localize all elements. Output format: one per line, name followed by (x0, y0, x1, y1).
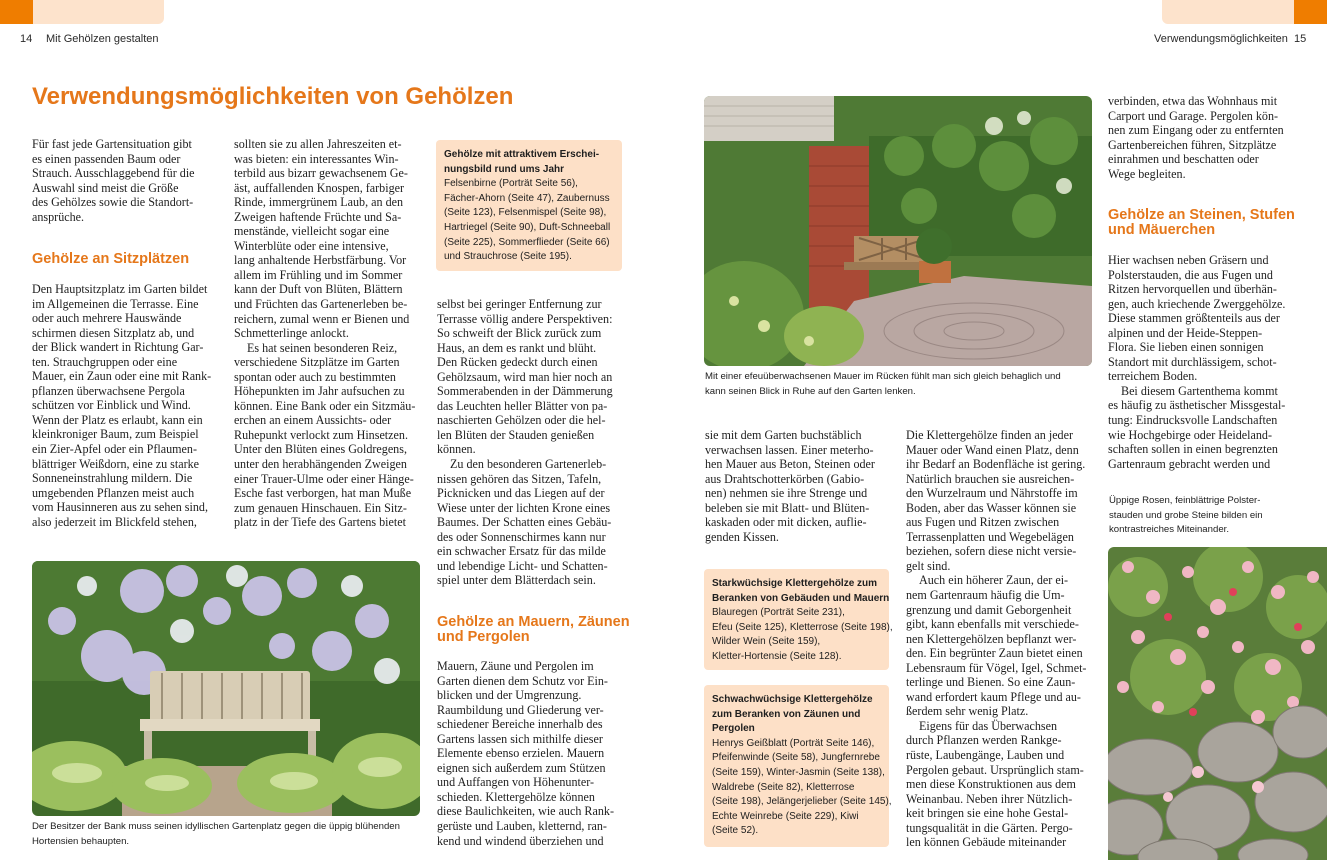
text-line: spontan oder auch zu bestimmten (234, 369, 396, 384)
text-line: genden Kissen. (705, 529, 779, 544)
page-title: Verwendungsmöglichkeiten von Gehölzen (32, 83, 514, 110)
text-line: den. Ein begrünter Zaun bietet einen (906, 646, 1083, 661)
text-line: ßerdem sehr wenig Platz. (906, 704, 1029, 719)
left-header-band (33, 0, 164, 24)
text-line: nen) nehmen sie ihre Strenge und (705, 486, 868, 501)
photo-ivy-wall-garden (704, 96, 1092, 366)
caption-line: stauden und grobe Steine bilden ein (1109, 509, 1263, 521)
text-line: können. Eine Bank oder ein Sitzmäu- (234, 398, 416, 413)
heading-line: und Pergolen (437, 629, 530, 645)
text-line: Zu den besonderen Gartenerleb- (450, 457, 607, 472)
text-line: Gartens lassen sich mithilfe dieser (437, 731, 603, 746)
box-title-line: Gehölze mit attraktivem Erschei- (444, 149, 600, 160)
text-line: Elemente ebenso erzielen. Mauern (437, 746, 605, 761)
text-line: einer Trauer-Ulme oder einer Hänge- (234, 471, 414, 486)
text-line: diese Baulichkeiten, wie auch Rank- (437, 804, 614, 819)
text-line: alpinen und der Heide-Steppen- (1108, 325, 1263, 340)
text-line: und lebendige Licht- und Schatten- (437, 558, 608, 573)
text-line: Esche fast verborgen, hat man Muße (234, 486, 412, 501)
text-line: gelt sind. (906, 558, 951, 573)
box-line: (Seite 225), Sommerflieder (Seite 66) (444, 236, 610, 248)
text-line: schiedener Bereiche innerhalb des (437, 717, 603, 732)
box-title-line: Schwachwüchsige Klettergehölze (712, 694, 873, 705)
text-line: verschiedene Sitzplätze im Garten (234, 355, 400, 370)
text-line: ein schwacher Ersatz für das milde (437, 544, 606, 559)
text-line: allem im Frühling und im Sommer (234, 267, 403, 282)
text-line: im Allgemeinen die Terrasse. Eine (32, 296, 199, 311)
text-line: naschierten Gehölzen oder die hel- (437, 413, 606, 428)
caption-ivy-wall (705, 370, 1061, 399)
text-line: schützen vor Einblick und Wind. (32, 398, 191, 413)
text-line: nen Klettergehölzen bepflanzt wer- (906, 631, 1077, 646)
box-title-line: Starkwüchsige Klettergehölze zum (712, 578, 878, 589)
box-line: (Seite 52). (712, 825, 759, 837)
text-line: äst, auffallenden Knospen, farbiger (234, 180, 405, 195)
text-line: Picknicken und das Liegen auf der (437, 486, 605, 501)
text-line: nen zum Eingang oder zu entfernten (1108, 123, 1284, 138)
info-box-weak-climbers (704, 685, 892, 847)
text-line: Zweigen haftende Früchte und Sa- (234, 209, 402, 224)
text-line: reichern, zumal wenn er Bienen und (234, 311, 410, 326)
text-line: Wenn der Platz es erlaubt, kann ein (32, 412, 203, 427)
text-line: keit bringen sie eine hohe Gestal- (906, 806, 1069, 821)
text-line: hen Mauer aus Beton, Steinen oder (705, 457, 875, 472)
text-line: terbild aus bizarr gewachsenem Ge- (234, 166, 408, 181)
text-line: Gehölzsaum, wird man hier noch an (437, 369, 613, 384)
text-line: zum genauen Hinschauen. Ein Sitz- (234, 500, 407, 515)
text-line: tung: Eindrucksvolle Landschaften (1108, 413, 1278, 428)
text-line: Winterblüte oder eine intensive, (234, 238, 389, 253)
text-line: Lebensraum für Vögel, Igel, Schmet- (906, 660, 1087, 675)
text-line: terreichem Boden. (1108, 369, 1198, 384)
text-line: gerüste und Lauben, kletternd, ran- (437, 819, 607, 834)
text-line: und Auffangen von Höhenunter- (437, 775, 595, 790)
text-line: schieden. Klettergehölze können (437, 789, 595, 804)
text-line: Rinde, immergrünem Laub, an den (234, 195, 404, 210)
text-line: können. (437, 442, 476, 457)
caption-line: Mit einer efeuüberwachsenen Mauer im Rücken fühlt man sich gleich behaglich und (705, 371, 1061, 382)
text-line: gibt, kann ebenfalls mit verschiede- (906, 617, 1079, 632)
box-line: Wilder Wein (Seite 159), (712, 636, 821, 648)
text-line: Pergolen gebaut. Ursprünglich stam- (906, 762, 1084, 777)
text-line: aus Fugen und Ritzen zwischen (906, 515, 1060, 530)
right-page-number: 15 (1294, 33, 1307, 45)
box-line: und Strauchrose (Seite 195). (444, 251, 572, 263)
text-line: Für fast jede Gartensituation gibt (32, 137, 192, 151)
text-line: platz in der Tiefe des Gartens bietet (234, 515, 406, 530)
text-line: Carport und Garage. Pergolen kön- (1108, 108, 1279, 123)
box-line: (Seite 159), Winter-Jasmin (Seite 138), (712, 766, 885, 778)
text-line: Weinanbau. Neben ihrer Nützlich- (906, 791, 1073, 806)
text-line: der Blick wandert in Richtung Gar- (32, 340, 204, 355)
text-line: Wege begleiten. (1108, 166, 1186, 181)
text-line: den Wurzelraum und Nährstoffe im (906, 486, 1078, 501)
info-box-strong-climbers (704, 569, 893, 670)
text-line: kann der Duft von Blüten, Blättern (234, 282, 403, 297)
text-line: einrahmen und beschatten oder (1108, 152, 1259, 167)
text-line: len Blüten der Stauden genießen (437, 427, 595, 442)
text-line: Gartenbereichen führen, Sitzplätze (1108, 137, 1277, 152)
text-line: es häufig zu ästhetischer Missgestal- (1108, 398, 1286, 413)
caption-bench (32, 820, 400, 849)
column-1-intro (32, 137, 195, 224)
box-title-line: Beranken von Gebäuden und Mauern (712, 592, 890, 604)
text-line: ten. Strauchgruppen oder eine (32, 354, 178, 369)
text-line: len können Gebäude miteinander (906, 835, 1067, 850)
text-line: nem Gartenraum häufig die Um- (906, 588, 1065, 603)
text-line: kleinkroniger Baum, zum Beispiel (32, 427, 199, 442)
box-line: Kletter-Hortensie (Seite 128). (712, 650, 842, 662)
text-line: schirmen diesen Sitzplatz ab, und (32, 325, 195, 340)
text-line: rüste, Laubengänge, Lauben und (906, 748, 1065, 763)
caption-roses (1109, 494, 1263, 538)
text-line: Den Rücken gedeckt durch einen (437, 355, 598, 370)
text-line: nissen gehören das Sitzen, Tafeln, (437, 471, 602, 486)
text-line: ihr Bedarf an Bodenfläche ist gering. (906, 457, 1086, 472)
box-line: Efeu (Seite 125), Kletterrose (Seite 198), (712, 621, 893, 633)
column-3-continued (437, 659, 614, 848)
text-line: kend und windend überziehen und (437, 833, 604, 848)
text-line: aus Drahtschotterkörben (Gabio- (705, 471, 865, 486)
box-line: (Seite 123), Felsenmispel (Seite 98), (444, 207, 607, 219)
text-line: Standort mit durchlässigem, schot- (1108, 354, 1277, 369)
text-line: terlinge und Bienen. So eine Zaun- (906, 675, 1076, 690)
heading-sitzplaetze: Gehölze an Sitzplätzen (32, 251, 190, 267)
text-line: Unter den Blüten eines Goldregens, (234, 442, 407, 457)
heading-line: Gehölze an Steinen, Stufen (1108, 207, 1295, 223)
text-line: So schweift der Blick zurück zum (437, 326, 602, 341)
text-line: des Gehölzes sowie die Standort- (32, 195, 194, 210)
text-line: Strauch. Ausschlaggebend für die (32, 166, 195, 181)
text-line: Terrasse völlig andere Perspektiven: (437, 311, 613, 326)
text-line: menstände, vielleicht sogar eine (234, 224, 390, 239)
text-line: beleben sie mit Blatt- und Blüten- (705, 500, 870, 515)
text-line: Es hat seinen besonderen Reiz, (247, 340, 398, 355)
text-line: Garten dienen dem Schutz vor Ein- (437, 673, 608, 688)
text-line: Wiese unter der lichten Krone eines (437, 500, 611, 515)
text-line: Hier wachsen neben Gräsern und (1108, 253, 1269, 267)
text-line: was bieten: ein interessantes Win- (234, 151, 399, 166)
text-line: ansprüche. (32, 209, 85, 224)
column-5-text (906, 428, 1086, 850)
column-3-text (437, 297, 613, 588)
text-line: das Leuchten heller Blätter von pa- (437, 398, 608, 413)
box-title-line: nungsbild rund ums Jahr (444, 163, 565, 175)
left-page-tab (0, 0, 33, 24)
text-line: pflanzen überwachsene Pergola (32, 383, 185, 398)
box-title-line: Pergolen (712, 723, 755, 735)
left-chapter-title: Mit Gehölzen gestalten (46, 33, 159, 45)
text-line: Boden, aber das Wasser können sie (906, 500, 1077, 515)
text-line: wie Hochgebirge oder Heideland- (1108, 427, 1272, 442)
text-line: Haus, an dem es rankt und blüht. (437, 340, 597, 355)
text-line: es einen passenden Baum oder (32, 151, 181, 166)
text-line: oder auch mehrere Hauswände (32, 311, 182, 326)
box-line: Henrys Geißblatt (Porträt Seite 146), (712, 737, 875, 749)
column-4-text (705, 428, 875, 544)
text-line: Höhepunkten im Jahr aufsuchen zu (234, 384, 405, 399)
photo-bench-hydrangeas (32, 561, 420, 816)
text-line: beziehen, sofern diese nicht versie- (906, 544, 1077, 559)
text-line: Eigens für das Überwachsen (919, 718, 1058, 733)
text-line: Raumbildung und Gliederung ver- (437, 702, 604, 717)
info-box-year-round (436, 140, 622, 271)
column-6-top (1108, 94, 1284, 181)
text-line: Mauer oder Wand einen Platz, denn (906, 442, 1079, 457)
heading-line: und Mäuerchen (1108, 222, 1216, 238)
box-line: Echte Weinrebe (Seite 229), Kiwi (712, 810, 859, 822)
text-line: vom Hausinneren aus zu sehen sind, (32, 500, 208, 515)
caption-line: kontrastreiches Miteinander. (1109, 524, 1229, 535)
box-line: Felsenbirne (Porträt Seite 56), (444, 178, 578, 190)
text-line: Mauer, ein Zaun oder eine mit Rank- (32, 369, 212, 384)
column-6-body (1108, 253, 1285, 471)
text-line: unter den herabhängenden Zweigen (234, 457, 407, 472)
text-line: selbst bei geringer Entfernung zur (437, 297, 602, 311)
text-line: Auch ein höherer Zaun, der ei- (919, 573, 1069, 588)
text-line: erchen an einem Aussichts- oder (234, 413, 392, 428)
text-line: also jederzeit im Blickfeld stehen, (32, 514, 197, 529)
photo-roses-stones (1108, 547, 1327, 860)
box-line: Blauregen (Porträt Seite 231), (712, 607, 845, 619)
caption-line: Hortensien behaupten. (32, 835, 130, 847)
text-line: ein Zier-Apfel oder ein Pflaumen- (32, 442, 197, 457)
text-line: sollten sie zu allen Jahreszeiten et- (234, 137, 402, 151)
text-line: und Früchten das Gartenerleben be- (234, 297, 408, 312)
text-line: sie mit dem Garten buchstäblich (705, 428, 862, 442)
text-line: schaften sollen in einen begrenzten (1108, 442, 1278, 457)
box-line: Fächer-Ahorn (Seite 47), Zaubernuss (444, 192, 610, 204)
right-chapter-title: Verwendungsmöglichkeiten (1154, 33, 1288, 45)
text-line: Gartenraum gebracht werden und (1108, 456, 1271, 471)
right-header-band (1162, 0, 1294, 24)
text-line: Polsterstauden, die aus Fugen und (1108, 267, 1273, 282)
box-line: Pfeifenwinde (Seite 58), Jungfernrebe (712, 752, 880, 764)
caption-line: kann seinen Blick in Ruhe auf den Garten lenken. (705, 385, 916, 397)
text-line: Baumes. Der Schatten eines Gebäu- (437, 515, 612, 530)
column-2-text (234, 137, 415, 530)
text-line: verbinden, etwa das Wohnhaus mit (1108, 94, 1278, 108)
box-line: Waldrebe (Seite 82), Kletterrose (712, 781, 855, 793)
text-line: Bei diesem Gartenthema kommt (1121, 383, 1278, 398)
right-page-tab (1294, 0, 1327, 24)
text-line: durch Pflanzen werden Rankge- (906, 733, 1062, 748)
text-line: Diese stammen größtenteils aus der (1108, 311, 1280, 326)
text-line: men diese Konstruktionen aus dem (906, 777, 1076, 792)
box-line: (Seite 198), Jelängerjelieber (Seite 145), (712, 796, 892, 808)
text-line: spiel unter dem Blätterdach sein. (437, 573, 596, 588)
left-page-number: 14 (20, 33, 33, 45)
text-line: Den Hauptsitzplatz im Garten bildet (32, 282, 208, 296)
heading-line: Gehölze an Mauern, Zäunen (437, 614, 630, 630)
text-line: Auswahl sind meist die Größe (32, 180, 179, 195)
text-line: verwachsen lassen. Einer meterho- (705, 442, 874, 457)
text-line: des oder Sonnenschirmes kann nur (437, 529, 606, 544)
caption-line: Üppige Rosen, feinblättrige Polster- (1109, 495, 1261, 506)
text-line: Die Klettergehölze finden an jeder (906, 428, 1073, 442)
column-1-body (32, 282, 211, 529)
text-line: gen, auch kriechende Zwerggehölze. (1108, 296, 1286, 311)
box-line: Hartriegel (Seite 90), Duft-Schneeball (444, 221, 611, 233)
text-line: Mauern, Zäune und Pergolen im (437, 659, 594, 673)
text-line: tungsqualität in die Gärten. Pergo- (906, 820, 1073, 835)
text-line: Sommerabenden in der Dämmerung (437, 384, 613, 399)
text-line: Schmetterlinge anlockt. (234, 326, 349, 341)
heading-steinen (1108, 208, 1295, 238)
text-line: blicken und der Umgrenzung. (437, 688, 582, 703)
text-line: blättriger Weißdorn, eine zu starke (32, 456, 200, 471)
text-line: Ritzen hervorquellen und überhän- (1108, 282, 1277, 297)
text-line: grenzung und damit Geborgenheit (906, 602, 1072, 617)
text-line: kaskaden oder mit dicken, auflie- (705, 515, 867, 530)
text-line: Natürlich brauchen sie ausreichen- (906, 471, 1075, 486)
heading-mauern (437, 615, 630, 645)
text-line: umgebenden Pflanzen meist auch (32, 485, 195, 500)
text-line: Flora. Sie lieben einen sonnigen (1108, 340, 1264, 355)
text-line: Sonneneinstrahlung mildern. Die (32, 471, 193, 486)
text-line: eignen sich außerdem zum Stützen (437, 760, 606, 775)
text-line: wand erfordert kaum Pflege und au- (906, 689, 1081, 704)
box-title-line: zum Beranken von Zäunen und (712, 708, 861, 720)
text-line: Terrassenplatten und Wegebelägen (906, 529, 1074, 544)
caption-line: Der Besitzer der Bank muss seinen idyllischen Gartenplatz gegen die üppig blühenden (32, 821, 400, 832)
text-line: lang anhaltende Herbstfärbung. Vor (234, 253, 407, 268)
text-line: Ruhepunkt verlockt zum Hinsetzen. (234, 427, 408, 442)
